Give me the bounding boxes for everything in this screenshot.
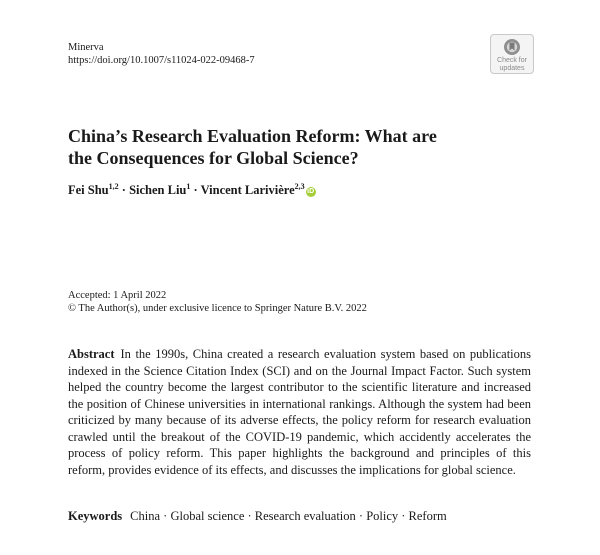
journal-header — [68, 41, 255, 67]
title-line-2: the Consequences for Global Science? — [68, 148, 359, 168]
check-for-updates-badge[interactable] — [490, 34, 534, 74]
keywords-text: China · Global science · Research evaluation · Policy · Reform — [130, 509, 447, 523]
author-affiliation: 1 — [186, 182, 191, 191]
author-list — [68, 182, 316, 198]
author-name[interactable]: Fei Shu — [68, 183, 109, 198]
orcid-icon[interactable]: iD — [307, 188, 315, 196]
copyright-notice: © The Author(s), under exclusive licence to Springer Nature B.V. 2022 — [68, 303, 367, 314]
abstract-label: Abstract — [68, 347, 115, 361]
author-affiliation: 1,2 — [108, 182, 119, 191]
paper-title — [68, 125, 508, 169]
author-separator: · — [190, 183, 201, 198]
author-name[interactable]: Vincent Larivière — [200, 183, 295, 198]
author-separator: · — [118, 183, 130, 198]
abstract — [68, 346, 531, 478]
accepted-date: Accepted: 1 April 2022 — [68, 290, 167, 301]
publication-dates — [68, 289, 367, 315]
badge-label-line2: updates — [499, 65, 525, 72]
author-name[interactable]: Sichen Liu — [129, 183, 187, 198]
keywords-label: Keywords — [68, 509, 123, 523]
doi-link[interactable]: https://doi.org/10.1007/s11024-022-09468-7 — [68, 55, 255, 66]
bookmark-ribbon-icon — [503, 38, 521, 56]
keywords — [68, 509, 447, 524]
author-affiliation: 2,3 — [294, 182, 305, 191]
abstract-text: In the 1990s, China created a research evaluation system based on publications indexed in the Science Citation Index (SCI) and on the Journal Impact Factor. Such system helped the country become the largest contributor to the scientific literature and increased the position of Chinese universities in international rankings. Although the system had been criticized by many because of its adverse effects, the policy reform for research evaluation crawled until the breakout of the COVID-19 pandemic, which accidently accelerates the process of policy reform. This paper highlights the background and principles of this reform, provides evidence of its effects, and discusses the implications for global science. — [68, 347, 531, 477]
journal-name: Minerva — [68, 42, 104, 53]
badge-label-line1: Check for — [497, 57, 527, 64]
title-line-1: China’s Research Evaluation Reform: What are — [68, 126, 437, 146]
